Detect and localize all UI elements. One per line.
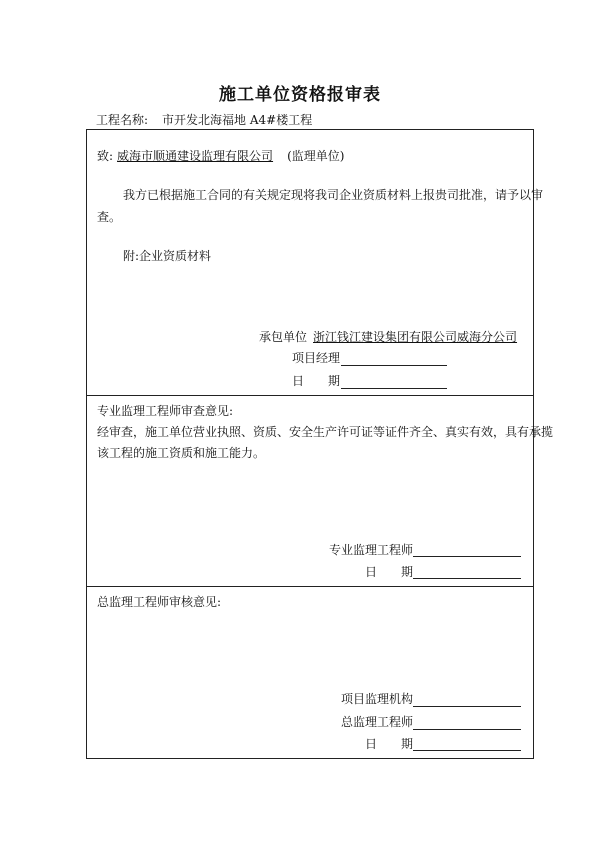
chief-signature-line [413, 729, 521, 730]
section3-heading: 总监理工程师审核意见: [97, 595, 222, 609]
chief-engineer-label: 总监理工程师 [341, 715, 414, 729]
org-signature-line [413, 706, 521, 707]
section3-date-line [413, 750, 521, 751]
opinion-line-2: 该工程的施工资质和施工能力。 [97, 446, 266, 460]
section2-date-label: 日 期 [365, 565, 414, 579]
project-line [96, 111, 312, 128]
attachment-line: 附:企业资质材料 [123, 249, 212, 263]
section-divider [87, 586, 533, 587]
page-title: 施工单位资格报审表 [219, 85, 381, 105]
contractor-name: 浙江钱江建设集团有限公司威海分公司 [313, 330, 518, 344]
section-divider [87, 395, 533, 396]
to-label: 致: [97, 149, 114, 163]
manager-signature-line [341, 365, 447, 366]
org-label: 项目监理机构 [341, 692, 414, 706]
engineer-signature-line [413, 556, 521, 557]
form-table [86, 129, 554, 759]
section2-heading: 专业监理工程师审查意见: [97, 404, 234, 418]
project-name: 市开发北海福地 A4#楼工程 [162, 113, 313, 127]
supervisor-suffix: (监理单位) [287, 149, 345, 163]
body-line-2: 查。 [97, 210, 122, 224]
section1-date-line [341, 388, 447, 389]
supervisor-unit: 威海市顺通建设监理有限公司 [117, 149, 274, 163]
section1-date-label: 日 期 [292, 374, 341, 388]
section3-date-label: 日 期 [365, 737, 414, 751]
section2-date-line [413, 578, 521, 579]
body-line-1: 我方已根据施工合同的有关规定现将我司企业资质材料上报贵司批准，请予以审 [123, 188, 544, 202]
addressee-line [97, 148, 344, 164]
contractor-line [259, 329, 517, 345]
opinion-line-1: 经审查，施工单位营业执照、资质、安全生产许可证等证件齐全、真实有效，具有承揽 [97, 425, 554, 439]
manager-label: 项目经理 [292, 351, 341, 365]
contractor-label: 承包单位 [259, 330, 308, 344]
project-label: 工程名称: [96, 113, 149, 127]
engineer-label: 专业监理工程师 [329, 543, 414, 557]
